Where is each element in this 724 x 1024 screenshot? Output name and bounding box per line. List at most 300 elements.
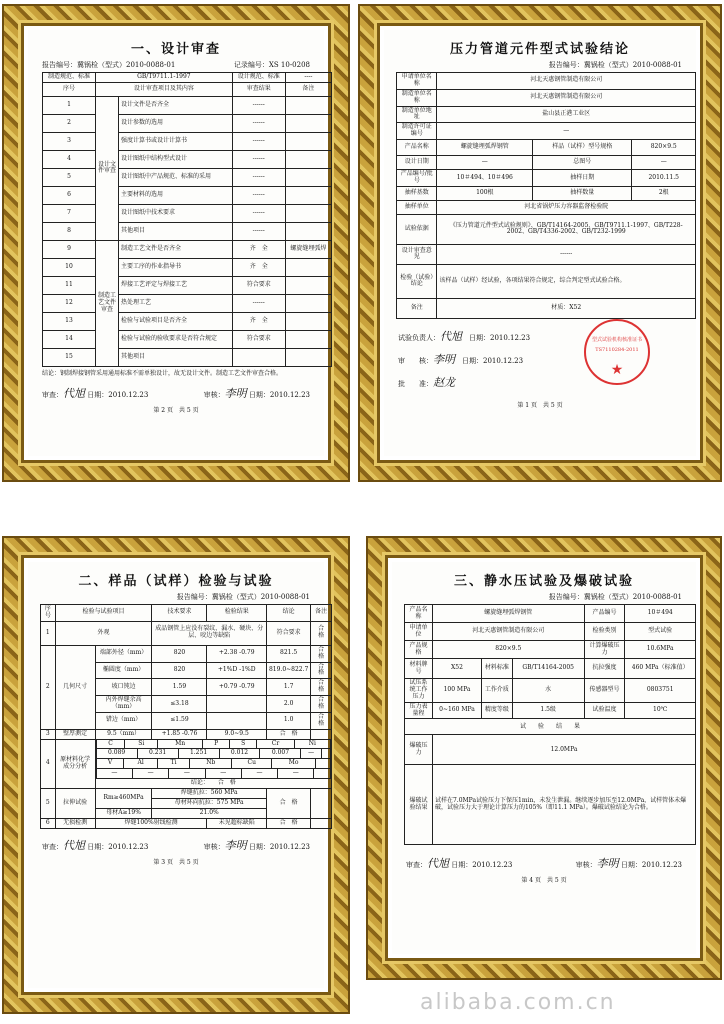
cell: 设计审查意见 xyxy=(397,244,437,264)
chem-cell-group xyxy=(95,769,331,779)
text-field: 日期：2010.12.23 xyxy=(248,842,310,851)
table-cell: Al xyxy=(124,759,157,768)
table-cell xyxy=(285,150,331,168)
watermark: alibaba.com.cn xyxy=(420,990,616,1015)
design-review-table xyxy=(42,72,332,367)
table-row xyxy=(43,222,332,240)
table-cell: 设计图纸中结构型式设计 xyxy=(118,150,232,168)
table-cell: +2.38 -0.79 xyxy=(207,645,266,662)
table-cell: 1.7 xyxy=(266,679,310,696)
table-cell xyxy=(285,168,331,186)
table-cell: C xyxy=(96,740,125,749)
table-cell: 2 xyxy=(43,114,96,132)
table-cell: 2.0 xyxy=(266,696,310,713)
cell: — xyxy=(632,156,696,170)
text-field: 审查： xyxy=(42,842,63,851)
table-cell: 4 xyxy=(41,739,56,788)
text-field: +1.85 -0.76 xyxy=(152,729,207,739)
table-cell: 制造单位地址 xyxy=(397,106,437,123)
table-cell: Mn xyxy=(158,740,203,749)
paper-page-3 xyxy=(28,562,331,988)
certificate-frame-design-review xyxy=(4,6,348,480)
chem-cell-group xyxy=(95,739,331,749)
table-cell: 合 格 xyxy=(311,662,332,679)
text-field: 抗拉强度 xyxy=(584,659,625,679)
lead-label: 试验负责人： xyxy=(398,333,440,342)
table-cell: 1.59 xyxy=(152,679,207,696)
table-cell: 强度计算书或设计计算书 xyxy=(118,132,232,150)
table-cell: ------ xyxy=(232,132,285,150)
cell: 2010.11.5 xyxy=(632,170,696,187)
table-cell: 计算爆破压力 xyxy=(584,641,625,659)
chem-cell-group xyxy=(95,759,331,769)
table-cell: ------ xyxy=(232,186,285,204)
table-cell xyxy=(285,96,331,114)
table-cell: 椭圆度（mm） xyxy=(95,662,152,679)
header-cell: 设计审查项目及其内容 xyxy=(95,82,232,96)
table-cell: 0.012 xyxy=(219,749,260,758)
table-cell: ------ xyxy=(232,150,285,168)
table-row xyxy=(43,312,332,330)
record-number: 记录编号：XS 10-0208 xyxy=(233,61,310,69)
table-cell: — xyxy=(169,769,205,778)
text-field: 符合要求 xyxy=(266,621,310,645)
cell: 样品（试样）型号规格 xyxy=(533,140,632,156)
signature: 代旭 xyxy=(63,838,85,852)
text-field: 壁厚测定 xyxy=(55,729,95,739)
page-title: 三、静水压试验及爆破试验 xyxy=(453,574,634,589)
text-field: 审核： xyxy=(575,861,597,870)
text-field: 审查： xyxy=(406,861,427,870)
table-cell: 14 xyxy=(43,330,96,348)
table-cell: 0.231 xyxy=(137,749,178,758)
table-cell: 设计图纸中产品规范、标准的采用 xyxy=(118,168,232,186)
table-cell: 合 格 xyxy=(311,712,332,729)
table-cell: 821.5 xyxy=(266,645,310,662)
table-row xyxy=(405,623,696,641)
audit-date: 日期：2010.12.23 xyxy=(462,357,524,365)
table-cell: 符合要求 xyxy=(232,330,285,348)
text-field: 日期：2010.12.23 xyxy=(620,861,682,870)
table-cell: 820 xyxy=(152,662,207,679)
table-cell: 制造单位名称 xyxy=(397,89,437,106)
paper-page-2 xyxy=(28,30,327,456)
table-row xyxy=(43,240,332,258)
table-cell: 内外焊缝余高（mm） xyxy=(95,696,152,713)
table-cell: 0.007 xyxy=(260,749,301,758)
table-cell xyxy=(285,186,331,204)
table-cell xyxy=(207,712,266,729)
table-cell: 端部外径（mm） xyxy=(95,645,152,662)
signature: 李明 xyxy=(433,353,455,366)
approve-label: 批 准： xyxy=(398,380,433,389)
signature: 李明 xyxy=(596,857,619,871)
text-field: 母材A≥19% xyxy=(95,808,152,818)
table-cell xyxy=(316,759,331,768)
table-row xyxy=(397,123,696,140)
table-cell: 螺旋缝埋弧焊 xyxy=(285,240,331,258)
sample-test-table: 序号 检验与试验项目 技术要求 检验结果 结论 备注 1 外观 成品钢管上应没有裂纹、漏水、硬块、分层、咬边等缺陷 符合要求 合 格 2 几何尺寸 端部外径（mm） 820 +2.38 -0.79 821.5 合 格 椭圆度（mm） 820 +1%D -1%D 819.0~822.7 合 格 坡口钝边 1.59 +0.79 -0.79 1.7 合 格 内外焊缝余高（mm） ≤3.18 2.0 合 格 错边（mm） ≤1.59 1.0 合 格 3 壁厚测定 9.5（mm） +1.85 -0.76 9.0~9.5 合 格 4 原材料化学成分分析 C Si Mn P S Cr Ni 0.089 0.231 1.251 0.012 0.007 — V Al Ti Nb Cu Mo — — — — — — 结论： 合 格 5 拉伸试验 Rm≥460MPa 焊缝抗拉：560 MPa 合 格 母材环向抗拉：575 MPa 母材A≥19% 21.0% 6 无损检测 焊缝100%射线检测 未见超标缺陷 合 格 xyxy=(40,604,332,829)
table-cell: — xyxy=(205,769,241,778)
text-field: 日期：2010.12.23 xyxy=(87,842,149,851)
page-number: 第 3 页 共 5 页 xyxy=(153,858,199,866)
cell: 该样品（试样）经试验，各项结果符合规定，综合判定型式试验合格。 xyxy=(437,264,696,298)
table-cell: 10.6MPa xyxy=(625,641,696,659)
text-field: 结论 xyxy=(266,605,310,622)
table-cell: ------ xyxy=(232,96,285,114)
approve-date: 日期：2010.12.23 xyxy=(248,391,310,400)
table-row xyxy=(43,330,332,348)
table-cell: 10 xyxy=(43,258,96,276)
table-cell: 制造工艺文件是否齐全 xyxy=(118,240,232,258)
cell: 抽样基数 xyxy=(397,186,437,200)
table-cell: 河北天惠钢管制造有限公司 xyxy=(432,623,584,641)
table-cell: 8 xyxy=(43,222,96,240)
text-field: 未见超标缺陷 xyxy=(207,818,266,828)
table-row xyxy=(41,739,332,749)
table-cell: 制造许可证编号 xyxy=(397,123,437,140)
table-cell: 9 xyxy=(43,240,96,258)
table-cell: 齐 全 xyxy=(232,258,285,276)
table-cell: 焊接工艺评定与焊接工艺 xyxy=(118,276,232,294)
text-field: 序号 xyxy=(41,605,56,622)
paper-page-1 xyxy=(384,30,696,456)
report-number: 报告编号：冀锅检（型式）2010-0088-01 xyxy=(176,593,310,601)
report-number: 报告编号：冀锅检（型式）2010-0088-01 xyxy=(548,593,682,601)
table-cell: 错边（mm） xyxy=(95,712,152,729)
table-row xyxy=(397,106,696,123)
table-cell: 盐山县正港工业区 xyxy=(437,106,696,123)
table-cell: 坡口钝边 xyxy=(95,679,152,696)
text-field: 检验与试验项目 xyxy=(55,605,152,622)
text-field: 试压系统工作压力 xyxy=(405,679,433,703)
table-row xyxy=(43,150,332,168)
header-cell: 审查结果 xyxy=(232,82,285,96)
table-row xyxy=(43,114,332,132)
text-field: 无损检测 xyxy=(55,818,95,828)
cell: 材质：X52 xyxy=(437,298,696,318)
table-cell: 合 格 xyxy=(311,645,332,662)
table-cell: Ni xyxy=(294,740,330,749)
text-field: 10℃ xyxy=(625,702,696,719)
text-field: 检验结果 xyxy=(207,605,266,622)
text-field: 试验温度 xyxy=(584,702,625,719)
table-cell: — xyxy=(437,123,696,140)
cell: 820×9.5 xyxy=(632,140,696,156)
text-field: 1 xyxy=(41,621,56,645)
table-cell xyxy=(285,276,331,294)
signature: 代旭 xyxy=(63,387,85,401)
text-field: 爆破试验结果 xyxy=(405,765,433,845)
cell: 备注 xyxy=(397,298,437,318)
table-row xyxy=(43,294,332,312)
table-cell: 819.0~822.7 xyxy=(266,662,310,679)
text-field: 传感器型号 xyxy=(584,679,625,703)
cell: 设计日期 xyxy=(397,156,437,170)
cell: 10＃494、10＃496 xyxy=(437,170,533,187)
cell: 抽样单位 xyxy=(397,200,437,214)
audit-label: 审 核： xyxy=(398,357,433,365)
conclusion-table xyxy=(396,72,696,319)
table-cell: ≤1.59 xyxy=(152,712,207,729)
table-cell: 4 xyxy=(43,150,96,168)
table-cell: 设计文件是否齐全 xyxy=(118,96,232,114)
page-title: 一、设计审查 xyxy=(130,42,221,57)
table-cell: 设计图纸中技术要求 xyxy=(118,204,232,222)
table-cell: 申请单位 xyxy=(405,623,433,641)
cell: — xyxy=(437,156,533,170)
table-row xyxy=(405,641,696,659)
table-cell xyxy=(232,348,285,366)
table-cell: 其他项目 xyxy=(118,348,232,366)
table-row xyxy=(43,96,332,114)
table-cell: 1.251 xyxy=(178,749,219,758)
signature: 赵龙 xyxy=(433,376,455,390)
header-cell: 序号 xyxy=(43,82,96,96)
text-field: 9.5（mm） xyxy=(95,729,152,739)
table-cell xyxy=(285,222,331,240)
table-cell xyxy=(285,330,331,348)
chem-cell-group xyxy=(95,749,331,759)
official-seal: 型式试验机构核准证书 TS7110284-2011 ★ xyxy=(584,319,650,385)
table-row xyxy=(43,186,332,204)
table-cell: 合 格 xyxy=(311,696,332,713)
text-field: 材料牌号 xyxy=(405,659,433,679)
text-field: 工作介质 xyxy=(482,679,513,703)
page-number: 第 1 页 共 5 页 xyxy=(517,402,563,410)
text-field: 成品钢管上应没有裂纹、漏水、硬块、分层、咬边等缺陷 xyxy=(152,621,266,645)
signature-block xyxy=(384,319,696,400)
text-field: 0~160 MPa xyxy=(432,702,481,719)
table-cell: — xyxy=(301,749,321,758)
text-field: 外观 xyxy=(55,621,152,645)
text-field: 合 格 xyxy=(311,621,332,645)
table-cell: 河北天惠钢管制造有限公司 xyxy=(437,73,696,90)
table-row xyxy=(43,168,332,186)
table-cell: ------ xyxy=(232,294,285,312)
table-row xyxy=(43,258,332,276)
cell: 试验依据 xyxy=(397,214,437,244)
text-field: 母材环向抗拉：575 MPa xyxy=(152,798,266,808)
cell: 螺旋缝埋弧焊钢管 xyxy=(437,140,533,156)
std-label: 制造规范、标准 xyxy=(43,73,96,83)
table-cell: 2 xyxy=(41,645,56,729)
table-cell xyxy=(285,114,331,132)
text-field: 日期：2010.12.23 xyxy=(451,861,513,870)
text-field: 3 xyxy=(41,729,56,739)
text-field: 技术要求 xyxy=(152,605,207,622)
table-cell: 0.089 xyxy=(96,749,137,758)
table-cell: S xyxy=(230,740,257,749)
table-cell: 设计文件审查 xyxy=(95,96,118,240)
design-value: ---- xyxy=(285,73,331,83)
table-cell: 产品规格 xyxy=(405,641,433,659)
cell: 河北省锅炉压力容器监督检验院 xyxy=(437,200,696,214)
table-cell: 820 xyxy=(152,645,207,662)
certificate-frame-hydrostatic xyxy=(368,538,720,978)
cell: 产品名称 xyxy=(397,140,437,156)
text-field: 试样在7.0MPa试验压力下保压1min，未发生泄漏。继续逐步加压至12.0MPa，试样管体未爆破，试验压力大于理论计算压力的105%（即11.1 MPa）。爆破试验结论为合格。 xyxy=(432,765,695,845)
certificate-frame-sample-test xyxy=(4,538,348,1012)
text-field: GB/T14164-2005 xyxy=(512,659,584,679)
table-cell: 11 xyxy=(43,276,96,294)
table-cell: 产品名称 xyxy=(405,605,433,623)
signature: 李明 xyxy=(224,838,247,852)
table-cell: 3 xyxy=(43,132,96,150)
table-cell: 检验与试验项目是否齐全 xyxy=(118,312,232,330)
text-field: 1.5级 xyxy=(512,702,584,719)
table-cell: 1.0 xyxy=(266,712,310,729)
text-field: 水 xyxy=(512,679,584,703)
text-field: 材料标准 xyxy=(482,659,513,679)
text-field: 焊缝抗拉：560 MPa xyxy=(152,789,266,799)
table-cell: ≤3.18 xyxy=(152,696,207,713)
table-cell: V xyxy=(96,759,124,768)
table-cell: Mo xyxy=(272,759,316,768)
table-cell: 符合要求 xyxy=(232,276,285,294)
text-field: 焊缝100%射线检测 xyxy=(95,818,207,828)
table-cell: 原材料化学成分分析 xyxy=(55,739,95,788)
cell: 产品编号/批号 xyxy=(397,170,437,187)
table-cell: 几何尺寸 xyxy=(55,645,95,729)
table-cell: 主要材料的选用 xyxy=(118,186,232,204)
table-cell: 13 xyxy=(43,312,96,330)
table-row xyxy=(405,605,696,623)
conclusion: 结论：钢制焊接钢管采用通用标准不需单独设计，故无设计文件。制造工艺文件审查合格。 xyxy=(42,369,283,377)
table-cell: P xyxy=(203,740,230,749)
table-cell xyxy=(321,749,330,758)
table-cell: 10＃494 xyxy=(625,605,696,623)
table-cell: ------ xyxy=(232,222,285,240)
table-row xyxy=(397,89,696,106)
cell: 检验（试验）结论 xyxy=(397,264,437,298)
table-cell xyxy=(285,258,331,276)
paper-page-4 xyxy=(392,562,696,954)
table-cell xyxy=(314,769,331,778)
table-cell: Ti xyxy=(157,759,189,768)
page-number: 第 2 页 共 5 页 xyxy=(153,407,199,415)
text-field: 9.0~9.5 xyxy=(207,729,266,739)
lead-date: 日期：2010.12.23 xyxy=(469,333,531,342)
page-title: 二、样品（试样）检验与试验 xyxy=(78,574,274,589)
text-field: 0803751 xyxy=(625,679,696,703)
table-cell: ------ xyxy=(232,114,285,132)
text-field: Rm≥460MPa xyxy=(95,789,152,809)
table-cell: 合 格 xyxy=(311,679,332,696)
text-field: 6 xyxy=(41,818,56,828)
page-title: 压力管道元件型式试验结论 xyxy=(449,42,630,57)
table-cell: ------ xyxy=(232,168,285,186)
table-cell: 设计参数的选用 xyxy=(118,114,232,132)
cell: 抽样数量 xyxy=(533,186,632,200)
text-field: 压力表量程 xyxy=(405,702,433,719)
cell: 抽样日期 xyxy=(533,170,632,187)
text-field: 100 MPa xyxy=(432,679,481,703)
report-number: 报告编号：冀锅检（型式）2010-0088-01 xyxy=(42,61,176,69)
table-cell: 其他项目 xyxy=(118,222,232,240)
certificate-frame-conclusion xyxy=(360,6,720,480)
table-row xyxy=(41,645,332,662)
table-cell xyxy=(285,312,331,330)
text-field: 合 格 xyxy=(266,729,310,739)
cell: 2根 xyxy=(632,186,696,200)
table-cell: 检验与试验的验收要求是否符合规定 xyxy=(118,330,232,348)
table-cell: — xyxy=(96,769,132,778)
table-cell: 申请单位名称 xyxy=(397,73,437,90)
table-row xyxy=(43,132,332,150)
table-cell: — xyxy=(132,769,168,778)
text-field: 爆破压力 xyxy=(405,735,433,765)
hydrostatic-table xyxy=(404,604,696,845)
table-cell: 15 xyxy=(43,348,96,366)
table-cell xyxy=(285,348,331,366)
review-date: 日期：2010.12.23 xyxy=(87,391,149,400)
table-cell: 齐 全 xyxy=(232,240,285,258)
table-cell: 螺旋缝埋弧焊钢管 xyxy=(432,605,584,623)
text-field: 试 验 结 果 xyxy=(405,719,696,735)
text-field: 备注 xyxy=(311,605,332,622)
table-cell: 1 xyxy=(43,96,96,114)
table-cell xyxy=(207,696,266,713)
table-cell: 产品编号 xyxy=(584,605,625,623)
cell: 《压力管道元件型式试验规则》、GB/T14164-2005、GB/T9711.1-1997、GB/T228-2002、GB/T4336-2002、GB/T232-1999 xyxy=(437,214,696,244)
text-field: 21.0% xyxy=(152,808,266,818)
text-field: X52 xyxy=(432,659,481,679)
table-cell: Cu xyxy=(232,759,272,768)
header-cell: 备注 xyxy=(285,82,331,96)
table-cell: 820×9.5 xyxy=(432,641,584,659)
table-cell: +0.79 -0.79 xyxy=(207,679,266,696)
table-cell: 河北天惠钢管制造有限公司 xyxy=(437,89,696,106)
cell: 总图号 xyxy=(533,156,632,170)
table-cell: Nb xyxy=(190,759,232,768)
cell: ------ xyxy=(437,244,696,264)
table-cell: 制造工艺文件审查 xyxy=(95,240,118,366)
table-cell: 检验类别 xyxy=(584,623,625,641)
design-label: 设计规范、标准 xyxy=(232,73,285,83)
signature: 李明 xyxy=(224,387,247,401)
table-cell: 7 xyxy=(43,204,96,222)
cell: 100根 xyxy=(437,186,533,200)
text-field: 精度等级 xyxy=(482,702,513,719)
table-cell: 型式试验 xyxy=(625,623,696,641)
table-cell: 结论： 合 格 xyxy=(95,779,331,789)
table-cell: 主要工序的作业指导书 xyxy=(118,258,232,276)
reviewer-label: 审查： xyxy=(42,391,63,400)
std-value: GB/T9711.1-1997 xyxy=(95,73,232,83)
signature: 代旭 xyxy=(427,857,449,871)
page-number: 第 4 页 共 5 页 xyxy=(521,877,567,885)
table-row xyxy=(43,204,332,222)
table-cell xyxy=(285,204,331,222)
table-row xyxy=(43,348,332,366)
text-field: 审核： xyxy=(203,842,225,851)
table-cell: — xyxy=(241,769,277,778)
table-cell: — xyxy=(278,769,314,778)
report-number: 报告编号：冀锅检（型式）2010-0088-01 xyxy=(548,61,682,69)
table-row xyxy=(43,276,332,294)
table-cell: ------ xyxy=(232,204,285,222)
table-cell: 12 xyxy=(43,294,96,312)
text-field: 合 格 xyxy=(266,818,310,828)
table-cell: 热处理工艺 xyxy=(118,294,232,312)
table-cell: 齐 全 xyxy=(232,312,285,330)
table-cell: 6 xyxy=(43,186,96,204)
table-row xyxy=(397,73,696,90)
table-cell xyxy=(285,132,331,150)
text-field: 拉伸试验 xyxy=(55,789,95,819)
table-cell: +1%D -1%D xyxy=(207,662,266,679)
